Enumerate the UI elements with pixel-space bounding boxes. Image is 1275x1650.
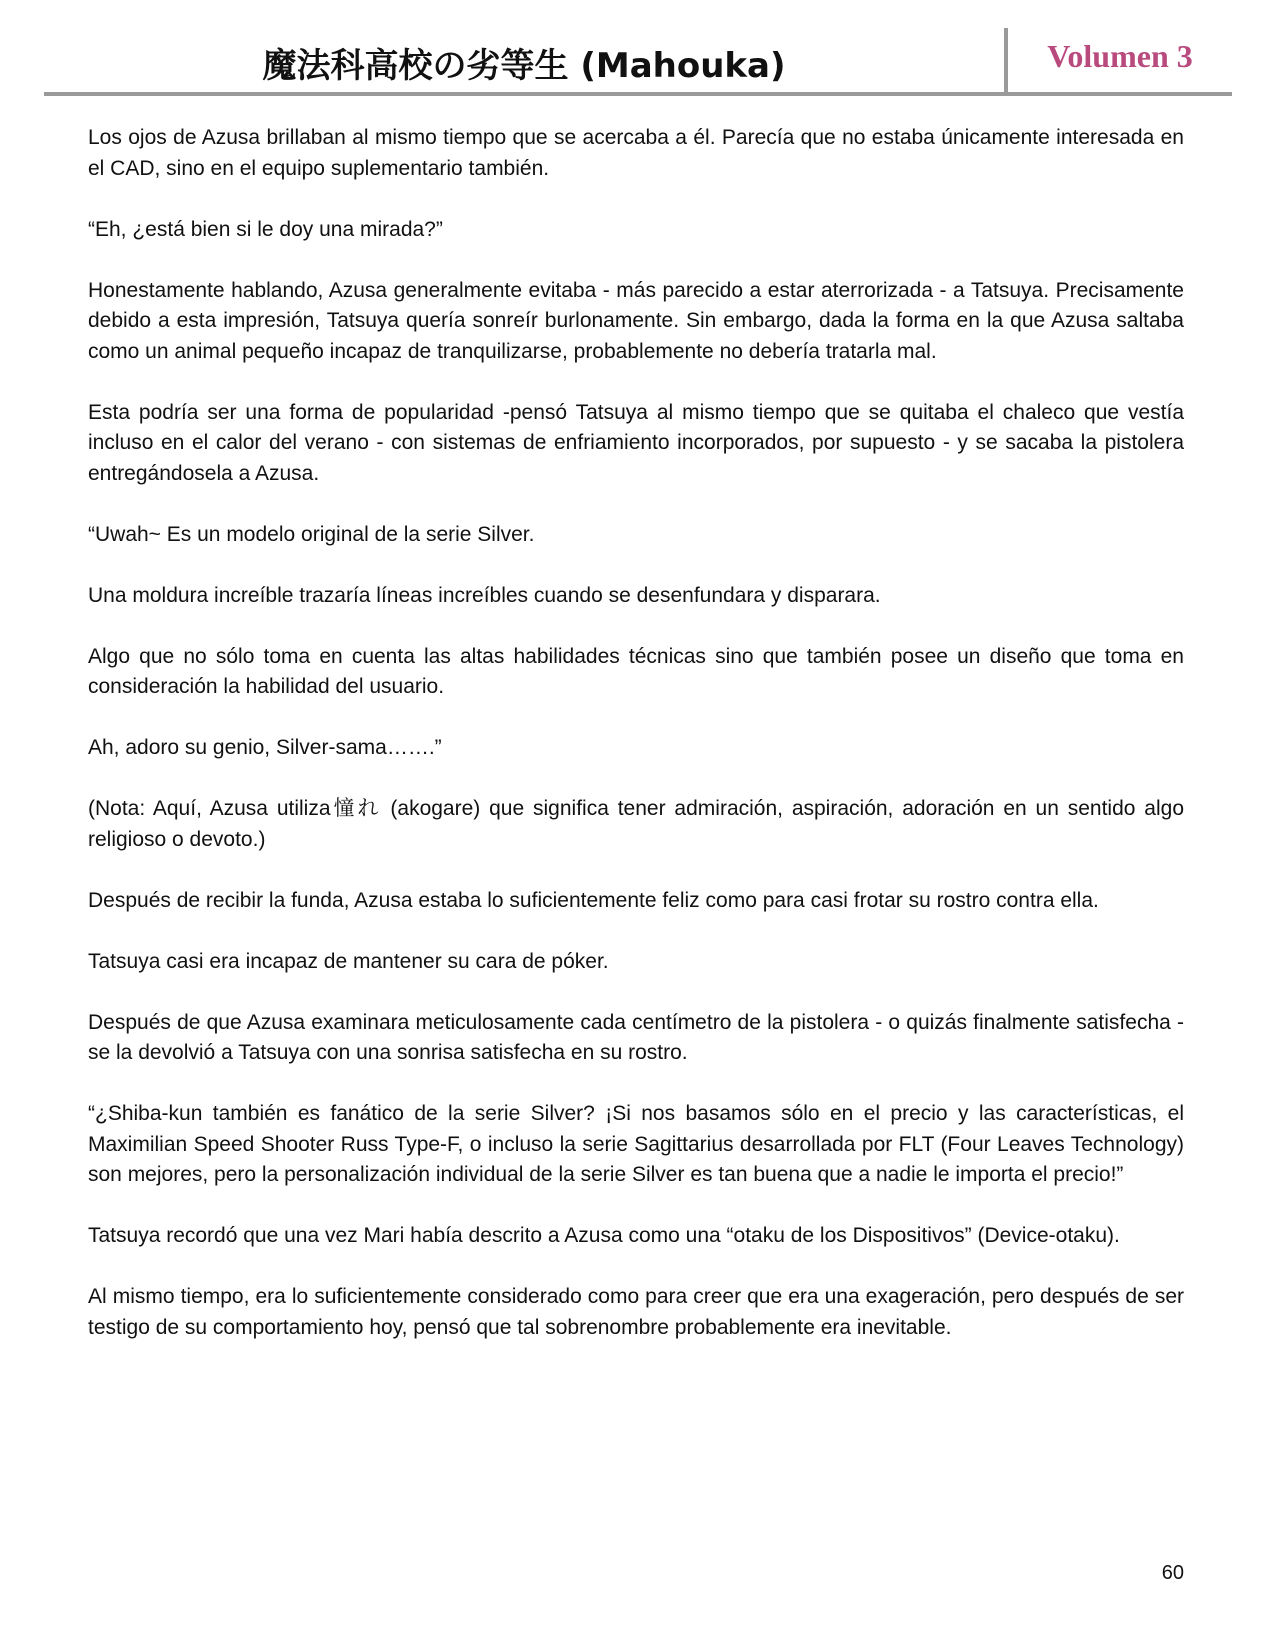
paragraph-12: Después de que Azusa examinara meticulosamente cada centímetro de la pistolera - o quizás finalmente satisfecha - se la devolvió a Tatsuya con una sonrisa satisfecha en su rostro.	[88, 1010, 1184, 1064]
paragraph-4: Esta podría ser una forma de popularidad -pensó Tatsuya al mismo tiempo que se quitaba el chaleco que vestía incluso en el calor del verano - con sistemas de enfriamiento incorporados, por supuesto - y se sacaba la pistolera entregándosela a Azusa.	[88, 400, 1184, 485]
paragraph-11: Tatsuya casi era incapaz de mantener su cara de póker.	[88, 949, 609, 973]
page-header	[44, 28, 1232, 96]
paragraph-9: (Nota: Aquí, Azusa utiliza憧れ (akogare) que significa tener admiración, aspiración, adoración en un sentido algo religioso o devoto.)	[88, 797, 1184, 851]
paragraph-8: Ah, adoro su genio, Silver-sama…….”	[88, 736, 442, 759]
paragraph-2: “Eh, ¿está bien si le doy una mirada?”	[88, 217, 443, 241]
volume-label: Volumen 3	[1047, 38, 1193, 74]
page-body	[88, 123, 1184, 1374]
paragraph-15: Al mismo tiempo, era lo suficientemente considerado como para creer que era una exageración, pero después de ser testigo de su comportamiento hoy, pensó que tal sobrenombre probablemente era inevitable.	[88, 1285, 1184, 1339]
paragraph-14: Tatsuya recordó que una vez Mari había descrito a Azusa como una “otaku de los Dispositivos” (Device-otaku).	[88, 1224, 1120, 1247]
paragraph-3: Honestamente hablando, Azusa generalmente evitaba - más parecido a estar aterrorizada - a Tatsuya. Precisamente debido a esta impresión, Tatsuya quería sonreír burlonamente. Sin embargo, dada la forma en la que Azusa saltaba como un animal pequeño incapaz de tranquilizarse, probablemente no debería tratarla mal.	[88, 278, 1184, 363]
page-number: 60	[1161, 1562, 1184, 1584]
paragraph-13: “¿Shiba-kun también es fanático de la serie Silver? ¡Si nos basamos sólo en el precio y las características, el Maximilian Speed Shooter Russ Type-F, o incluso la serie Sagittarius desarrollada por FLT (Four Leaves Technology) son mejores, pero la personalización individual de la serie Silver es tan buena que a nadie le importa el precio!”	[88, 1102, 1184, 1186]
paragraph-6: Una moldura increíble trazaría líneas increíbles cuando se desenfundara y disparara.	[88, 583, 881, 607]
paragraph-5: “Uwah~ Es un modelo original de la serie Silver.	[88, 522, 535, 546]
paragraph-10: Después de recibir la funda, Azusa estaba lo suficientemente feliz como para casi frotar su rostro contra ella.	[88, 888, 1099, 912]
paragraph-1: Los ojos de Azusa brillaban al mismo tiempo que se acercaba a él. Parecía que no estaba únicamente interesada en el CAD, sino en el equipo suplementario también.	[88, 126, 1184, 180]
book-title: 魔法科高校の劣等生 (Mahouka)	[262, 46, 786, 86]
paragraph-7: Algo que no sólo toma en cuenta las altas habilidades técnicas sino que también posee un diseño que toma en consideración la habilidad del usuario.	[88, 644, 1184, 698]
